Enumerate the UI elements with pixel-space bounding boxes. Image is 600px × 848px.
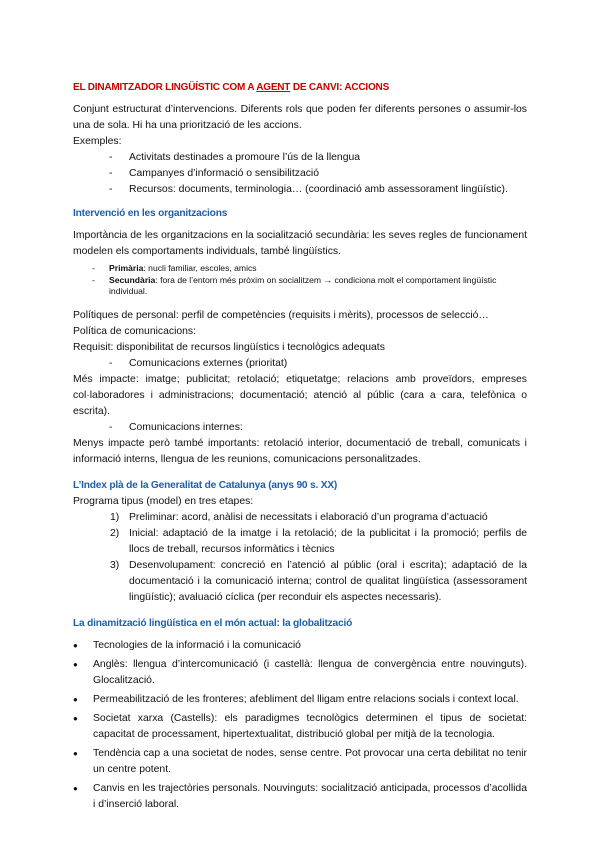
list-item bbox=[73, 510, 527, 526]
paragraph-less-impact: Menys impacte però també importants: retolació interior, documentació de treball, comunicats i informació interns, llengua de les reunions, comunicacions personalitzades. bbox=[73, 438, 527, 465]
list-item bbox=[73, 657, 527, 689]
list-item-text: Activitats destinades a promoure l’ús de la llengua bbox=[129, 152, 361, 163]
section-title-agent bbox=[73, 80, 527, 96]
list-item-text: Comunicacions externes (prioritat) bbox=[129, 358, 288, 369]
term-primary: Primària bbox=[109, 263, 144, 273]
list-item-text: Anglès: llengua d’intercomunicació (i castellà: llengua de convergència entre nouvinguts). Glocalització. bbox=[93, 659, 527, 686]
title-agent-word: AGENT bbox=[256, 82, 291, 93]
term-secondary: Secundària bbox=[109, 275, 156, 285]
dash-marker: - bbox=[109, 358, 113, 369]
document-content bbox=[73, 80, 527, 816]
list-item-text: Preliminar: acord, anàlisi de necessitats i elaboració d’un programa d’actuació bbox=[129, 512, 488, 523]
list-item-text: Canvis en les trajectòries personals. Nouvinguts: socialització anticipada, processos d’acollida i d’inserció laboral. bbox=[93, 783, 527, 810]
list-item bbox=[73, 558, 527, 606]
paragraph-requirement: Requisit: disponibilitat de recursos lingüístics i tecnològics adequats bbox=[73, 342, 385, 353]
list-item bbox=[73, 781, 527, 813]
list-item-text: Tecnologies de la informació i la comunicació bbox=[93, 640, 301, 651]
section-title-organizations: Intervenció en les organitzacions bbox=[73, 208, 228, 219]
list-item-text: Inicial: adaptació de la imatge i la retolació; de la publicitat i la promoció; perfils de llocs de treball, recursos informàtics i tècnics bbox=[129, 528, 527, 555]
list-item bbox=[73, 275, 527, 297]
title-part: EL DINAMITZADOR LINGÜÍSTIC COM A bbox=[73, 82, 257, 93]
list-item-text: Desenvolupament: concreció en l’atenció al públic (oral i escrita); adaptació de la documentació i la comunicació interna; control de qualitat lingüística (assessorament lingüístic); avaluació cíclica (per reconduir els aspectes necessaris). bbox=[129, 560, 527, 603]
list-item-text: Permeabilització de les fronteres; afebliment del lligam entre relacions socials i context local. bbox=[93, 694, 519, 705]
step-number: 3) bbox=[110, 560, 120, 571]
list-item bbox=[73, 711, 527, 743]
dash-marker: - bbox=[92, 275, 95, 285]
examples-list bbox=[73, 150, 527, 198]
list-item bbox=[73, 263, 527, 274]
list-item bbox=[73, 638, 527, 654]
paragraph-policies: Polítiques de personal: perfil de competències (requisits i mèrits), processos de selecció… bbox=[73, 310, 489, 321]
section-title-index: L’Index plà de la Generalitat de Catalunya (anys 90 s. XX) bbox=[73, 480, 338, 491]
list-item-text: Campanyes d’informació o sensibilització bbox=[129, 168, 320, 179]
paragraph-organizations: Importància de les organitzacions en la socialització secundària: les seves regles de funcionament modelen els comportaments individuals, també lingüístics. bbox=[73, 230, 527, 257]
list-item-internal bbox=[73, 420, 527, 436]
socialization-list bbox=[73, 263, 527, 297]
list-item bbox=[73, 166, 527, 182]
paragraph-program: Programa tipus (model) en tres etapes: bbox=[73, 496, 254, 507]
steps-list bbox=[73, 510, 527, 606]
step-number: 1) bbox=[110, 512, 120, 523]
bullet-icon: ● bbox=[73, 749, 78, 758]
list-item bbox=[73, 692, 527, 708]
bullet-icon: ● bbox=[73, 784, 78, 793]
section-title-globalization: La dinamització lingüística en el món actual: la globalització bbox=[73, 618, 353, 629]
dash-marker: - bbox=[109, 184, 113, 195]
list-item-text: Societat xarxa (Castells): els paradigmes tecnològics determinen el tipus de societat: capacitat de processament, hipertextualitat, distribució global per mitjà de la tecnologia. bbox=[93, 713, 527, 740]
list-item-text: : fora de l’entorn més pròxim on socialitzem → condiciona molt el comportament lingüístic individual. bbox=[109, 275, 497, 296]
list-item-text: : nucli familiar, escoles, amics bbox=[143, 263, 257, 273]
title-part: DE CANVI: ACCIONS bbox=[290, 82, 390, 93]
dash-marker: - bbox=[109, 422, 113, 433]
list-item-text: Recursos: documents, terminologia… (coordinació amb assessorament lingüístic). bbox=[129, 184, 508, 195]
list-item-text: Comunicacions internes: bbox=[129, 422, 243, 433]
dash-marker: - bbox=[109, 152, 113, 163]
list-item bbox=[73, 746, 527, 778]
list-item bbox=[73, 150, 527, 166]
paragraph-comms-policy: Política de comunicacions: bbox=[73, 326, 197, 337]
dash-marker: - bbox=[109, 168, 113, 179]
list-item bbox=[73, 526, 527, 558]
bullet-icon: ● bbox=[73, 714, 78, 723]
globalization-list bbox=[73, 638, 527, 813]
list-item-external bbox=[73, 356, 527, 372]
bullet-icon: ● bbox=[73, 641, 78, 650]
bullet-icon: ● bbox=[73, 660, 78, 669]
examples-label: Exemples: bbox=[73, 136, 122, 147]
paragraph-intro: Conjunt estructurat d’intervencions. Diferents rols que poden fer diferents persones o assumir-los una de sola. Hi ha una priorització de les accions. bbox=[73, 104, 527, 131]
list-item bbox=[73, 182, 527, 198]
step-number: 2) bbox=[110, 528, 120, 539]
paragraph-more-impact: Més impacte: imatge; publicitat; retolació; etiquetatge; relacions amb proveïdors, empreses col·laboradores i administracions; documentació; atenció al públic (cara a cara, telefònica o escrita). bbox=[73, 374, 527, 417]
bullet-icon: ● bbox=[73, 695, 78, 704]
dash-marker: - bbox=[92, 263, 95, 273]
list-item-text: Tendència cap a una societat de nodes, sense centre. Pot provocar una certa debilitat no tenir un centre potent. bbox=[93, 748, 527, 775]
